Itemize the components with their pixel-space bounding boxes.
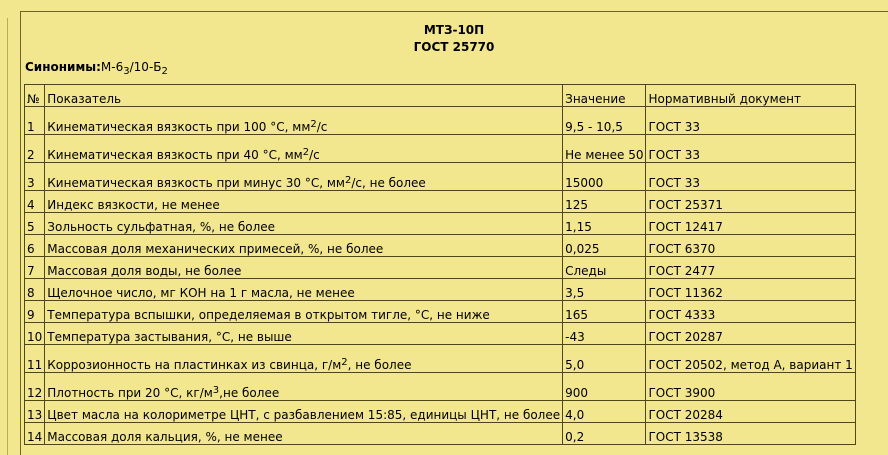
parameter-text: Цвет масла на колориметре ЦНТ, с разбавлением 15:85, единицы ЦНТ, не более bbox=[47, 408, 561, 422]
row-value: 1,15 bbox=[563, 213, 646, 235]
parameter-text-tail: /с bbox=[309, 148, 320, 162]
row-document: ГОСТ 12417 bbox=[646, 213, 855, 235]
row-document: ГОСТ 6370 bbox=[646, 235, 855, 257]
row-parameter bbox=[45, 345, 563, 373]
header-document: Нормативный документ bbox=[646, 85, 855, 107]
row-document: ГОСТ 20284 bbox=[646, 401, 855, 423]
table-row bbox=[25, 345, 856, 373]
row-document: ГОСТ 13538 bbox=[646, 423, 855, 445]
row-number: 9 bbox=[25, 301, 45, 323]
row-value: Не менее 50 bbox=[563, 135, 646, 163]
row-value: -43 bbox=[563, 323, 646, 345]
row-number: 13 bbox=[25, 401, 45, 423]
parameter-text-tail: , не более bbox=[347, 358, 412, 372]
parameter-text: Кинематическая вязкость при 40 °С, мм bbox=[47, 148, 303, 162]
row-parameter bbox=[45, 163, 563, 191]
header-number: № bbox=[25, 85, 45, 107]
row-number: 3 bbox=[25, 163, 45, 191]
row-parameter bbox=[45, 423, 563, 445]
parameter-text: Коррозионность на пластинках из свинца, г/м bbox=[47, 358, 342, 372]
row-number: 12 bbox=[25, 373, 45, 401]
left-divider-outer bbox=[7, 18, 8, 455]
row-document: ГОСТ 3900 bbox=[646, 373, 855, 401]
row-number: 5 bbox=[25, 213, 45, 235]
synonym-part: /10-Б bbox=[129, 60, 162, 74]
parameter-text: Температура застывания, °С, не выше bbox=[47, 330, 292, 344]
left-divider-inner bbox=[20, 11, 21, 455]
row-value: 0,2 bbox=[563, 423, 646, 445]
parameter-text: Зольность сульфатная, %, не более bbox=[47, 220, 276, 234]
row-number: 14 bbox=[25, 423, 45, 445]
table-body bbox=[25, 107, 856, 445]
row-number: 10 bbox=[25, 323, 45, 345]
row-document: ГОСТ 33 bbox=[646, 107, 855, 135]
synonyms-value bbox=[100, 60, 168, 77]
table-row bbox=[25, 107, 856, 135]
table-row bbox=[25, 235, 856, 257]
row-value: 165 bbox=[563, 301, 646, 323]
row-parameter bbox=[45, 301, 563, 323]
row-document: ГОСТ 33 bbox=[646, 163, 855, 191]
row-value: 15000 bbox=[563, 163, 646, 191]
parameter-text: Кинематическая вязкость при минус 30 °С, мм bbox=[47, 176, 345, 190]
row-value: Следы bbox=[563, 257, 646, 279]
row-document: ГОСТ 11362 bbox=[646, 279, 855, 301]
row-parameter bbox=[45, 323, 563, 345]
parameter-text: Индекс вязкости, не менее bbox=[47, 198, 220, 212]
unit-superscript: 2 bbox=[310, 119, 317, 130]
header-parameter: Показатель bbox=[45, 85, 563, 107]
row-number: 6 bbox=[25, 235, 45, 257]
row-parameter bbox=[45, 135, 563, 163]
row-value: 5,0 bbox=[563, 345, 646, 373]
unit-superscript: 3 bbox=[212, 385, 220, 396]
row-document: ГОСТ 25371 bbox=[646, 191, 855, 213]
header-value: Значение bbox=[563, 85, 646, 107]
table-row bbox=[25, 401, 856, 423]
product-standard: ГОСТ 25770 bbox=[413, 40, 495, 54]
parameter-text-tail: /с bbox=[316, 120, 328, 134]
row-document: ГОСТ 4333 bbox=[646, 301, 855, 323]
table-row bbox=[25, 323, 856, 345]
table-row bbox=[25, 163, 856, 191]
table-row bbox=[25, 257, 856, 279]
parameter-text-tail: /с, не более bbox=[351, 176, 426, 190]
row-number: 7 bbox=[25, 257, 45, 279]
synonym-part: М-6 bbox=[100, 60, 124, 74]
unit-superscript: 2 bbox=[302, 147, 310, 158]
row-value: 0,025 bbox=[563, 235, 646, 257]
row-parameter bbox=[45, 279, 563, 301]
row-number: 4 bbox=[25, 191, 45, 213]
document-heading bbox=[20, 22, 888, 56]
synonym-subscript: 3 bbox=[123, 66, 130, 77]
row-number: 8 bbox=[25, 279, 45, 301]
unit-superscript: 2 bbox=[344, 175, 352, 186]
table-row bbox=[25, 279, 856, 301]
parameter-text: Массовая доля воды, не более bbox=[47, 264, 242, 278]
parameter-text-tail: ,не более bbox=[219, 386, 280, 400]
row-number: 2 bbox=[25, 135, 45, 163]
row-document: ГОСТ 2477 bbox=[646, 257, 855, 279]
row-parameter bbox=[45, 107, 563, 135]
row-parameter bbox=[45, 235, 563, 257]
top-divider bbox=[20, 11, 888, 12]
product-title: МТЗ-10П bbox=[423, 23, 485, 37]
table-row bbox=[25, 301, 856, 323]
parameter-text: Массовая доля механических примесей, %, не более bbox=[47, 242, 384, 256]
table-row bbox=[25, 423, 856, 445]
row-value: 125 bbox=[563, 191, 646, 213]
row-value: 9,5 - 10,5 bbox=[563, 107, 646, 135]
table-row bbox=[25, 373, 856, 401]
synonym-subscript: 2 bbox=[161, 66, 168, 77]
row-number: 1 bbox=[25, 107, 45, 135]
row-value: 4,0 bbox=[563, 401, 646, 423]
row-value: 3,5 bbox=[563, 279, 646, 301]
row-parameter bbox=[45, 373, 563, 401]
row-parameter bbox=[45, 401, 563, 423]
row-parameter bbox=[45, 257, 563, 279]
table-row bbox=[25, 213, 856, 235]
synonyms-label: Синонимы: bbox=[25, 60, 101, 74]
table-row bbox=[25, 135, 856, 163]
row-document: ГОСТ 20502, метод А, вариант 1 bbox=[646, 345, 855, 373]
unit-superscript: 2 bbox=[341, 357, 348, 368]
parameters-table bbox=[24, 84, 856, 445]
row-document: ГОСТ 20287 bbox=[646, 323, 855, 345]
row-number: 11 bbox=[25, 345, 45, 373]
row-document: ГОСТ 33 bbox=[646, 135, 855, 163]
row-value: 900 bbox=[563, 373, 646, 401]
table-header-row bbox=[25, 85, 856, 107]
row-parameter bbox=[45, 191, 563, 213]
row-parameter bbox=[45, 213, 563, 235]
parameter-text: Массовая доля кальция, %, не менее bbox=[47, 430, 283, 444]
parameter-text: Температура вспышки, определяемая в открытом тигле, °С, не ниже bbox=[47, 308, 490, 322]
parameter-text: Кинематическая вязкость при 100 °С, мм bbox=[47, 120, 311, 134]
synonyms-line bbox=[25, 59, 168, 75]
parameter-text: Плотность при 20 °С, кг/м bbox=[47, 386, 213, 400]
parameter-text: Щелочное число, мг КОН на 1 г масла, не менее bbox=[47, 286, 355, 300]
table-row bbox=[25, 191, 856, 213]
